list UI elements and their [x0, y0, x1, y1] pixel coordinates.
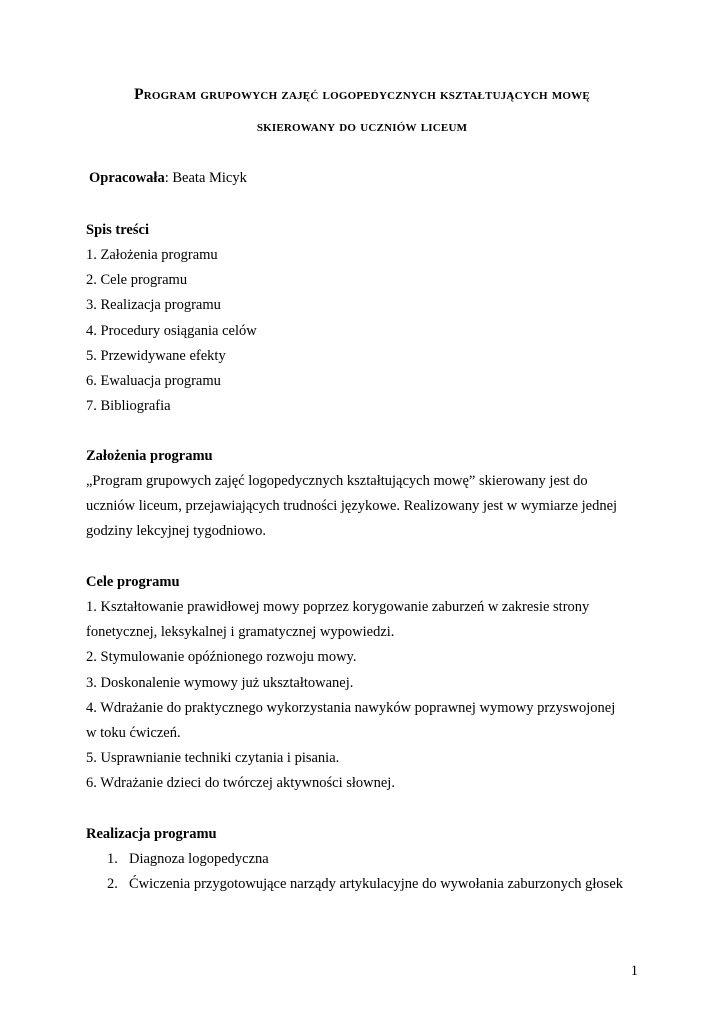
- toc-item: 1. Założenia programu: [86, 247, 218, 263]
- list-item-text: Diagnoza logopedyczna: [129, 851, 269, 867]
- toc-item: 4. Procedury osiągania celów: [86, 322, 257, 339]
- author-name: Beata Micyk: [168, 170, 247, 186]
- goal-line: 5. Usprawnianie techniki czytania i pisania.: [86, 750, 340, 767]
- goal-line: 6. Wdrażanie dzieci do twórczej aktywności słownej.: [86, 775, 395, 792]
- toc-item: 7. Bibliografia: [86, 398, 171, 415]
- list-item-number: 2.: [107, 876, 118, 893]
- goal-line: fonetycznej, leksykalnej i gramatycznej wypowiedzi.: [86, 624, 395, 641]
- toc-item: 5. Przewidywane efekty: [86, 347, 226, 364]
- section-heading-zalozenia: Założenia programu: [86, 448, 213, 464]
- page-number: 1: [630, 963, 638, 979]
- document-title-line-1: Program grupowych zajęć logopedycznych kształtujących mowę: [134, 86, 590, 103]
- paragraph-line: „Program grupowych zajęć logopedycznych kształtujących mowę” skierowany jest do: [86, 473, 588, 489]
- realizacja-list: [86, 847, 646, 897]
- goal-line: 2. Stymulowanie opóźnionego rozwoju mowy.: [86, 649, 357, 666]
- toc-heading: Spis treści: [86, 222, 149, 238]
- table-of-contents: [86, 218, 646, 419]
- section-zalozenia: [86, 444, 646, 545]
- section-heading-cele: Cele programu: [86, 574, 180, 590]
- document-title-line-2: skierowany do uczniów liceum: [256, 118, 468, 135]
- section-realizacja: [86, 822, 646, 897]
- list-item-text: Ćwiczenia przygotowujące narządy artykulacyjne do wywołania zaburzonych głosek: [129, 876, 624, 893]
- list-item: [86, 872, 646, 897]
- paragraph-line: godziny lekcyjnej tygodniowo.: [86, 523, 267, 540]
- goal-line: 4. Wdrażanie do praktycznego wykorzystania nawyków poprawnej wymowy przyswojonej: [86, 699, 616, 716]
- section-heading-realizacja: Realizacja programu: [86, 826, 217, 842]
- toc-item: 6. Ewaluacja programu: [86, 372, 221, 389]
- toc-item: 2. Cele programu: [86, 272, 188, 289]
- goal-line: w toku ćwiczeń.: [86, 724, 181, 741]
- section-cele: [86, 570, 646, 797]
- author-label: Opracowała: [89, 170, 165, 186]
- goal-line: 3. Doskonalenie wymowy już ukształtowanej.: [86, 674, 354, 691]
- toc-item: 3. Realizacja programu: [86, 297, 221, 314]
- paragraph-line: uczniów liceum, przejawiających trudności językowe. Realizowany jest w wymiarze jednej: [86, 498, 618, 515]
- list-item: [86, 847, 646, 872]
- author-separator: :: [164, 170, 169, 186]
- list-item-number: 1.: [107, 851, 118, 867]
- goal-line: 1. Kształtowanie prawidłowej mowy poprzez korygowanie zaburzeń w zakresie strony: [86, 599, 590, 615]
- author-line: [89, 170, 247, 187]
